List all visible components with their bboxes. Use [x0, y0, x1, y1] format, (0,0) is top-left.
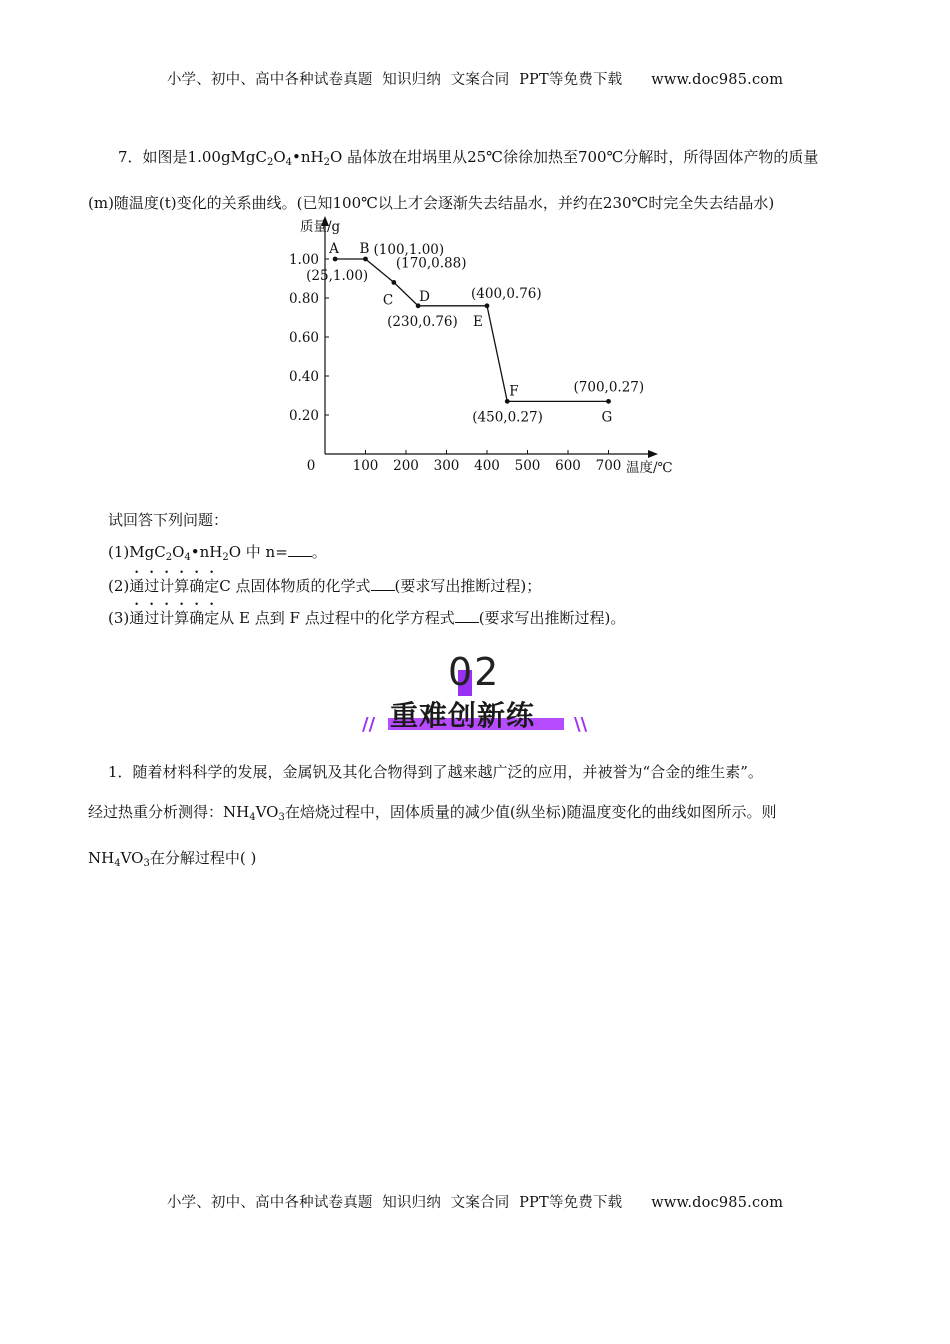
question-1: $(1)MgC_2O_4•nH_2O$ 中 n= 。 [108, 543, 327, 563]
point-name-e: E [473, 313, 483, 330]
y-axis-title: 质量/g [300, 219, 341, 235]
y-tick-label: 0.60 [288, 330, 319, 346]
y-tick-label: 0.20 [288, 408, 319, 424]
question-list [108, 504, 625, 632]
point-g [606, 399, 611, 404]
answer-blank [288, 542, 312, 557]
point-a [333, 257, 338, 262]
slash-decoration-left: // [362, 714, 376, 735]
problem-1-line-3: $NH_4VO_3$在分解过程中( ) [88, 849, 257, 869]
point-coord-d: (230,0.76) [387, 313, 458, 330]
question-7-line-1: 7．如图是$1.00gMgC_2O_4•nH_2O$ 晶体放在坩埚里从25℃徐徐加热至700℃分解时，所得固体产物的质量 [118, 148, 819, 168]
page-header: 小学、初中、高中各种试卷真题 知识归纳 文案合同 PPT等免费下载 www.doc985.com [166, 72, 784, 88]
answer-blank [371, 576, 395, 591]
x-tick-label: 500 [514, 458, 541, 474]
y-tick-label: 0.40 [288, 369, 319, 385]
series-line [335, 259, 608, 401]
x-axis-arrow [648, 450, 658, 458]
point-name-g: G [601, 409, 613, 426]
y-tick-label: 1.00 [288, 252, 319, 268]
slash-decoration-right: \\ [574, 714, 588, 735]
x-tick-label: 100 [352, 458, 379, 474]
x-tick-label: 200 [393, 458, 419, 474]
point-b [363, 257, 368, 262]
emphasis-text: 通过计算确定 [129, 577, 220, 595]
x-axis-title: 温度/℃ [626, 460, 673, 476]
questions-intro: 试回答下列问题： [108, 511, 229, 529]
point-name-b: B [359, 241, 370, 257]
problem-1-line-1: 1．随着材料科学的发展，金属钒及其化合物得到了越来越广泛的应用，并被誉为“合金的维生素”。 [108, 763, 763, 781]
point-name-d: D [419, 288, 430, 305]
x-tick-label: 300 [433, 458, 460, 474]
point-name-f: F [509, 383, 519, 400]
question-7-line-2: (m)随温度(t)变化的关系曲线。(已知100℃以上才会逐渐失去结晶水，并约在230℃时完全失去结晶水) [88, 194, 775, 212]
page-footer: 小学、初中、高中各种试卷真题 知识归纳 文案合同 PPT等免费下载 www.doc985.com [166, 1195, 784, 1211]
x-tick-label: 0 [306, 458, 316, 474]
section-number: 02 [448, 650, 501, 694]
y-tick-label: 0.80 [288, 291, 319, 307]
x-tick-label: 400 [474, 458, 500, 474]
section-badge [360, 650, 590, 742]
section-title: 重难创新练 [390, 699, 536, 732]
answer-blank [455, 608, 479, 623]
point-coord-b: (100,1.00) [373, 242, 445, 258]
point-e [485, 303, 490, 308]
point-name-a: A [329, 241, 339, 257]
point-coord-a: (25,1.00) [306, 268, 369, 284]
point-coord-e: (400,0.76) [471, 285, 542, 302]
point-coord-g: (700,0.27) [573, 379, 645, 396]
point-name-c: C [382, 292, 394, 309]
point-c [391, 280, 396, 285]
question-2: (2)通过计算确定C 点固体物质的化学式 (要求写出推断过程)； [108, 577, 542, 595]
problem-1 [88, 752, 863, 884]
x-tick-label: 700 [595, 458, 622, 474]
question-3: (3)通过计算确定从 E 点到 F 点过程中的化学方程式 (要求写出推断过程)。 [108, 609, 626, 627]
point-coord-f: (450,0.27) [472, 409, 543, 426]
mass-temperature-chart [280, 210, 700, 482]
point-f [505, 399, 510, 404]
problem-1-line-2: 经过热重分析测得：$NH_4VO_3$在焙烧过程中，固体质量的减少值(纵坐标)随温度变化的曲线如图所示。则 [88, 803, 777, 823]
point-coord-c: (170,0.88) [395, 255, 467, 272]
x-tick-label: 600 [555, 458, 581, 474]
emphasis-text: 通过计算确定 [129, 609, 220, 627]
